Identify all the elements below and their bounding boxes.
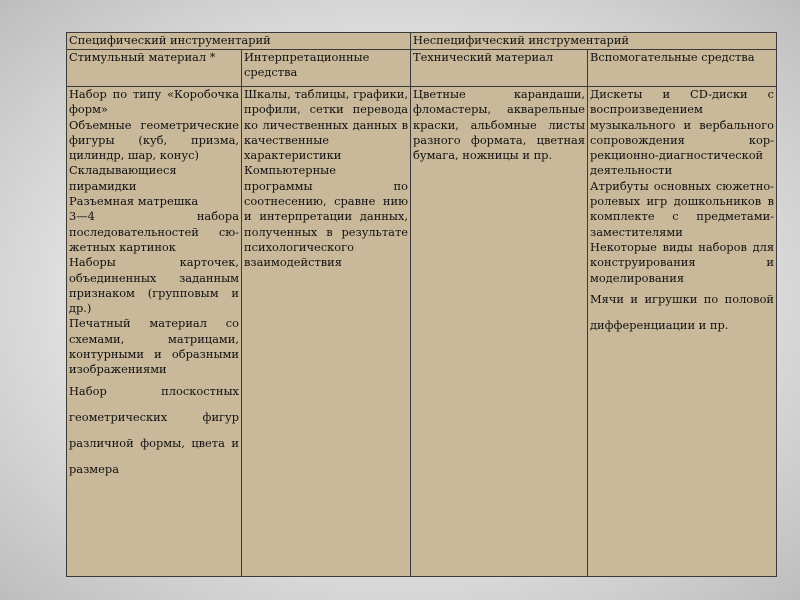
technical-material-cell	[411, 87, 588, 577]
specific-tools-header: Специфический инструментарий	[67, 33, 411, 50]
instruments-table	[66, 32, 777, 577]
slide-table-container	[66, 32, 776, 577]
stimulus-material-cell	[67, 87, 242, 577]
stimulus-item: Набор по типу «Коробочка форм»	[69, 87, 239, 117]
stimulus-item: 3—4 набора последовательностей сю-жетных картинок	[69, 209, 239, 254]
stimulus-item: Набор плоскостных геометрических фигур различной формы, цвета и размера	[69, 383, 239, 476]
stimulus-item: Наборы карточек, объединенных заданным признаком (групповым и др.)	[69, 255, 239, 316]
group-header-row	[67, 33, 777, 50]
stimulus-item: Разъемная матрешка	[69, 194, 199, 209]
technical-material-header: Технический материал	[411, 50, 588, 87]
technical-item: Цветные карандаши, фломастеры, акварельные краски, альбомные листы разного формата, цветная бумага, ножницы и пр.	[413, 87, 586, 163]
nonspecific-tools-header: Неспецифический инструментарий	[411, 33, 777, 50]
interpretation-means-header: Интерпретационные средства	[242, 50, 411, 87]
column-header-row	[67, 50, 777, 87]
auxiliary-means-header: Вспомогательные средства	[588, 50, 777, 87]
interpretation-item: Шкалы, таблицы, графики, профили, сетки перевода ко личественных данных в качественные характеристики	[244, 87, 409, 163]
auxiliary-means-cell	[588, 87, 777, 577]
stimulus-item: Печатный материал со схемами, матрицами, контурными и образными изображениями	[69, 316, 239, 377]
auxiliary-item: Дискеты и CD-диски с воспроизведением музыкального и вербального сопровождения кор-рекционно-диагностической деятельности	[590, 87, 775, 178]
auxiliary-item: Некоторые виды наборов для конструирования и моделирования	[590, 239, 775, 285]
auxiliary-item: Атрибуты основных сюжетно-ролевых игр дошкольников в комплекте с предметами-заместителями	[590, 178, 775, 239]
interpretation-means-cell	[242, 87, 411, 577]
auxiliary-item: Мячи и игрушки по половой дифференциации и пр.	[590, 291, 775, 332]
stimulus-item: Объемные геометрические фигуры (куб, призма, цилиндр, шар, конус)	[69, 117, 239, 163]
stimulus-material-header: Стимульный материал *	[67, 50, 242, 87]
interpretation-item: Компьютерные программы по соотнесению, сравне нию и интерпретации данных, полученных в результате психологического взаимодействия	[244, 163, 409, 270]
content-row	[67, 87, 777, 577]
stimulus-item: Складывающиеся пирамидки	[69, 163, 177, 193]
